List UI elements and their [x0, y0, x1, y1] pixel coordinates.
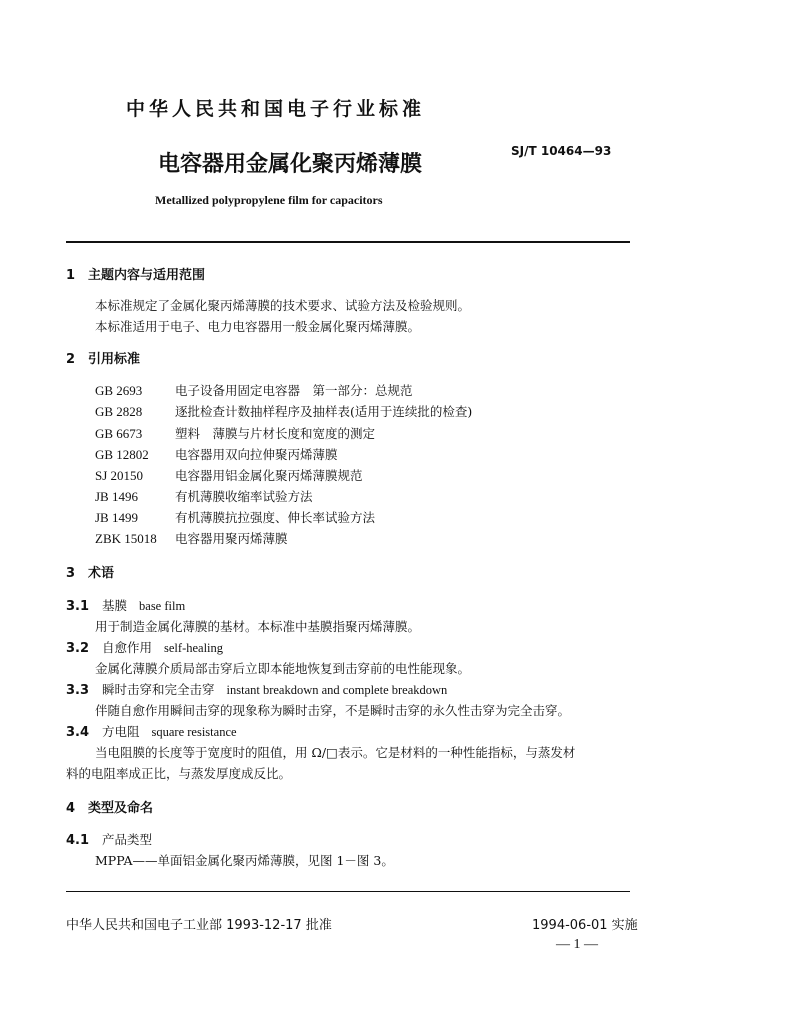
term-english: instant breakdown and complete breakdown — [226, 683, 448, 697]
subsection-4-1-text: MPPA——单面铝金属化聚丙烯薄膜，见图 1－图 3。 — [95, 853, 394, 868]
reference-code: GB 12802 — [95, 447, 149, 462]
standard-number: SJ/T 10464—93 — [511, 144, 612, 158]
term-english: base film — [139, 599, 186, 613]
section-4-number: 4 — [66, 801, 76, 816]
reference-item — [95, 381, 413, 399]
section-1-paragraph-1: 本标准规定了金属化聚丙烯薄膜的技术要求、试验方法及检验规则。 — [95, 298, 471, 313]
section-1-title: 主题内容与适用范围 — [88, 268, 206, 283]
reference-title: 电子设备用固定电容器 第一部分：总规范 — [175, 383, 413, 398]
reference-code: GB 6673 — [95, 426, 143, 441]
implementation-date: 1994-06-01 实施 — [532, 918, 638, 933]
reference-item — [95, 445, 338, 463]
reference-item — [95, 487, 313, 505]
english-title: Metallized polypropylene film for capacitors — [155, 193, 383, 207]
reference-title: 电容器用铝金属化聚丙烯薄膜规范 — [175, 468, 363, 483]
term-3-4-definition-line-1: 当电阻膜的长度等于宽度时的阻值，用 Ω/□表示。它是材料的一种性能指标，与蒸发材 — [95, 745, 576, 760]
reference-code: JB 1496 — [95, 489, 138, 504]
reference-code: GB 2693 — [95, 383, 143, 398]
section-3-heading — [66, 562, 114, 581]
term-3-1-heading — [66, 596, 185, 614]
section-1-paragraph-2: 本标准适用于电子、电力电容器用一般金属化聚丙烯薄膜。 — [95, 319, 421, 334]
issuing-body-header: 中华人民共和国电子行业标准 — [126, 98, 426, 120]
term-number: 3.1 — [66, 599, 90, 614]
section-3-title: 术语 — [88, 566, 115, 581]
term-3-3-heading — [66, 680, 447, 698]
page-number: — 1 — — [556, 937, 598, 952]
section-2-title: 引用标准 — [88, 352, 141, 367]
subsection-4-1-heading — [66, 830, 152, 848]
section-2-number: 2 — [66, 352, 76, 367]
reference-title: 电容器用双向拉伸聚丙烯薄膜 — [175, 447, 338, 462]
section-1-heading — [66, 264, 205, 283]
reference-item — [95, 508, 375, 526]
term-number: 3.2 — [66, 641, 90, 656]
reference-code: JB 1499 — [95, 510, 138, 525]
term-3-2-heading — [66, 638, 223, 656]
term-english: square resistance — [151, 725, 237, 739]
reference-code: ZBK 15018 — [95, 531, 157, 546]
term-3-4-heading — [66, 722, 237, 740]
reference-title: 塑料 薄膜与片材长度和宽度的测定 — [175, 426, 376, 441]
term-name: 自愈作用 — [102, 640, 153, 655]
section-1-number: 1 — [66, 268, 76, 283]
term-name: 基膜 — [102, 598, 128, 613]
section-4-heading — [66, 797, 153, 816]
top-divider — [66, 241, 630, 243]
section-3-number: 3 — [66, 566, 76, 581]
term-3-3-definition: 伴随自愈作用瞬间击穿的现象称为瞬时击穿，不是瞬时击穿的永久性击穿为完全击穿。 — [95, 703, 571, 718]
reference-code: SJ 20150 — [95, 468, 144, 483]
bottom-divider — [66, 891, 630, 892]
reference-title: 电容器用聚丙烯薄膜 — [175, 531, 288, 546]
reference-item — [95, 529, 288, 547]
term-name: 瞬时击穿和完全击穿 — [102, 682, 215, 697]
term-name: 方电阻 — [102, 724, 140, 739]
approval-line: 中华人民共和国电子工业部 1993-12-17 批准 — [66, 918, 332, 933]
subsection-number: 4.1 — [66, 833, 90, 848]
term-3-1-definition: 用于制造金属化薄膜的基材。本标准中基膜指聚丙烯薄膜。 — [95, 619, 421, 634]
reference-item — [95, 466, 363, 484]
section-4-title: 类型及命名 — [88, 801, 154, 816]
reference-item — [95, 402, 472, 420]
term-number: 3.3 — [66, 683, 90, 698]
term-number: 3.4 — [66, 725, 90, 740]
reference-title: 逐批检查计数抽样程序及抽样表(适用于连续批的检查) — [175, 404, 473, 419]
reference-title: 有机薄膜收缩率试验方法 — [175, 489, 313, 504]
reference-item — [95, 424, 375, 442]
subsection-title: 产品类型 — [102, 832, 153, 847]
reference-code: GB 2828 — [95, 404, 143, 419]
term-3-2-definition: 金属化薄膜介质局部击穿后立即本能地恢复到击穿前的电性能现象。 — [95, 661, 471, 676]
term-english: self-healing — [164, 641, 224, 655]
document-title: 电容器用金属化聚丙烯薄膜 — [158, 152, 423, 177]
reference-title: 有机薄膜抗拉强度、伸长率试验方法 — [175, 510, 376, 525]
section-2-heading — [66, 348, 140, 367]
term-3-4-definition-line-2: 料的电阻率成正比，与蒸发厚度成反比。 — [66, 766, 292, 781]
